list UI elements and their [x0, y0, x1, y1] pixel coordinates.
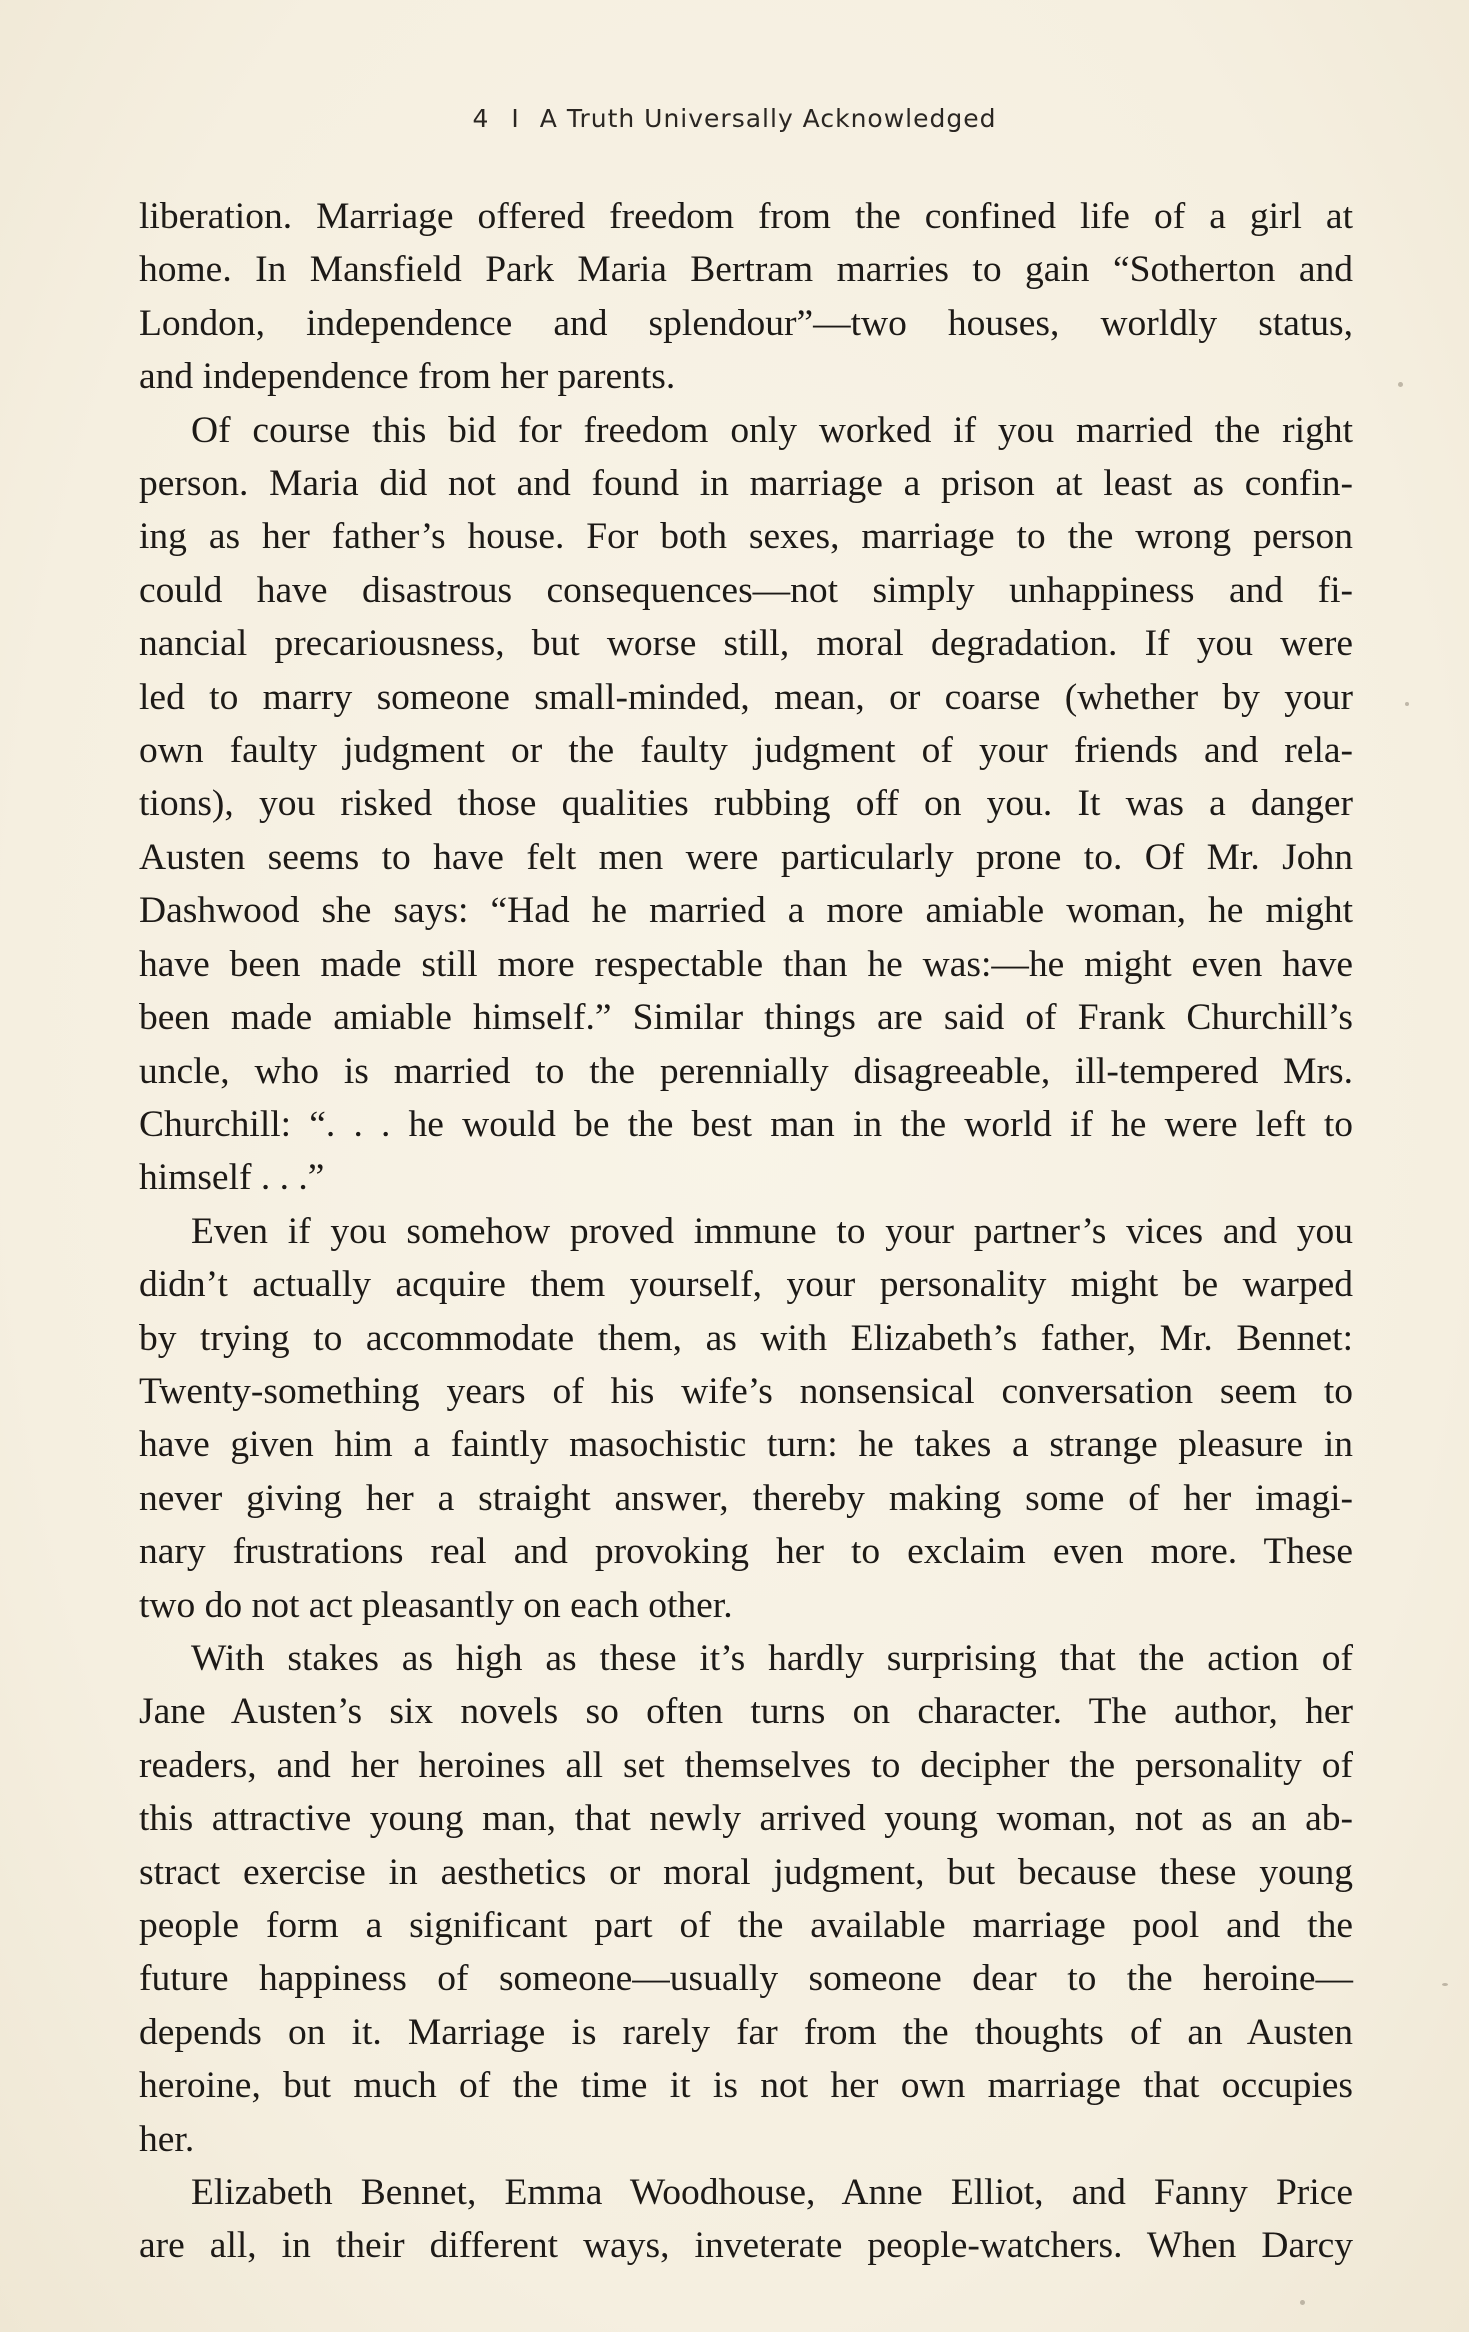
text-line: are all, in their different ways, inveterate people-watchers. When Darcy [139, 2225, 1353, 2267]
paragraph [139, 2166, 1353, 2273]
text-line: tions), you risked those qualities rubbing off on you. It was a danger [139, 783, 1353, 825]
text-line: by trying to accommodate them, as with Elizabeth’s father, Mr. Bennet: [139, 1317, 1353, 1359]
paper-speck [1405, 702, 1409, 706]
book-title: A Truth Universally Acknowledged [539, 104, 997, 133]
text-line: himself . . .” [139, 1157, 325, 1199]
text-line: heroine, but much of the time it is not her own marriage that occupies [139, 2065, 1353, 2107]
text-line: and independence from her parents. [139, 356, 676, 398]
body-text [139, 190, 1353, 2273]
text-line: depends on it. Marriage is rarely far from the thoughts of an Austen [139, 2011, 1353, 2053]
text-line: led to marry someone small-minded, mean, or coarse (whether by your [139, 676, 1353, 718]
text-line: Of course this bid for freedom only worked if you married the right [191, 409, 1353, 451]
text-line: nary frustrations real and provoking her to exclaim even more. These [139, 1531, 1353, 1573]
text-line: didn’t actually acquire them yourself, your personality might be warped [139, 1264, 1353, 1306]
text-line: her. [139, 2118, 195, 2160]
text-line: With stakes as high as these it’s hardly surprising that the action of [191, 1637, 1353, 1679]
text-line: future happiness of someone—usually someone dear to the heroine— [139, 1958, 1353, 2000]
text-line: ing as her father’s house. For both sexes, marriage to the wrong person [139, 516, 1353, 558]
paper-speck [1300, 2300, 1305, 2305]
paragraph [139, 404, 1353, 1205]
text-line: two do not act pleasantly on each other. [139, 1584, 733, 1626]
text-line: uncle, who is married to the perennially disagreeable, ill-tempered Mrs. [139, 1050, 1353, 1092]
text-line: Jane Austen’s six novels so often turns on character. The author, her [139, 1691, 1353, 1733]
text-line: nancial precariousness, but worse still, moral degradation. If you were [139, 623, 1353, 665]
text-line: Twenty-something years of his wife’s nonsensical conversation seem to [139, 1370, 1353, 1412]
text-line: own faulty judgment or the faulty judgment of your friends and rela- [139, 730, 1353, 772]
text-line: Even if you somehow proved immune to your partner’s vices and you [191, 1210, 1353, 1252]
text-line: have given him a faintly masochistic turn: he takes a strange pleasure in [139, 1424, 1353, 1466]
paragraph [139, 190, 1353, 404]
text-line: stract exercise in aesthetics or moral judgment, but because these young [139, 1851, 1353, 1893]
page-number: 4 [472, 104, 490, 133]
text-line: Churchill: “. . . he would be the best man in the world if he were left to [139, 1103, 1353, 1145]
running-head [0, 104, 1469, 133]
text-line: Austen seems to have felt men were particularly prone to. Of Mr. John [139, 836, 1353, 878]
text-line: this attractive young man, that newly arrived young woman, not as an ab- [139, 1798, 1353, 1840]
text-line: people form a significant part of the available marriage pool and the [139, 1905, 1353, 1946]
paragraph [139, 1205, 1353, 1632]
text-line: been made amiable himself.” Similar things are said of Frank Churchill’s [139, 997, 1353, 1039]
text-line: readers, and her heroines all set themselves to decipher the personality of [139, 1744, 1353, 1786]
paragraph [139, 1632, 1353, 2166]
text-line: Elizabeth Bennet, Emma Woodhouse, Anne Elliot, and Fanny Price [191, 2172, 1353, 2214]
paper-speck [1442, 1983, 1448, 1986]
text-line: Dashwood she says: “Had he married a more amiable woman, he might [139, 890, 1353, 932]
text-line: could have disastrous consequences—not simply unhappiness and fi- [139, 569, 1353, 611]
text-line: London, independence and splendour”—two houses, worldly status, [139, 302, 1353, 344]
text-line: person. Maria did not and found in marriage a prison at least as confin- [139, 463, 1353, 505]
text-line: home. In Mansfield Park Maria Bertram marries to gain “Sotherton and [139, 249, 1353, 291]
text-line: never giving her a straight answer, thereby making some of her imagi- [139, 1477, 1353, 1519]
text-line: liberation. Marriage offered freedom from the confined life of a girl at [139, 196, 1353, 237]
text-line: have been made still more respectable than he was:—he might even have [139, 943, 1353, 985]
paper-speck [1398, 382, 1403, 387]
header-separator: I [511, 104, 520, 133]
